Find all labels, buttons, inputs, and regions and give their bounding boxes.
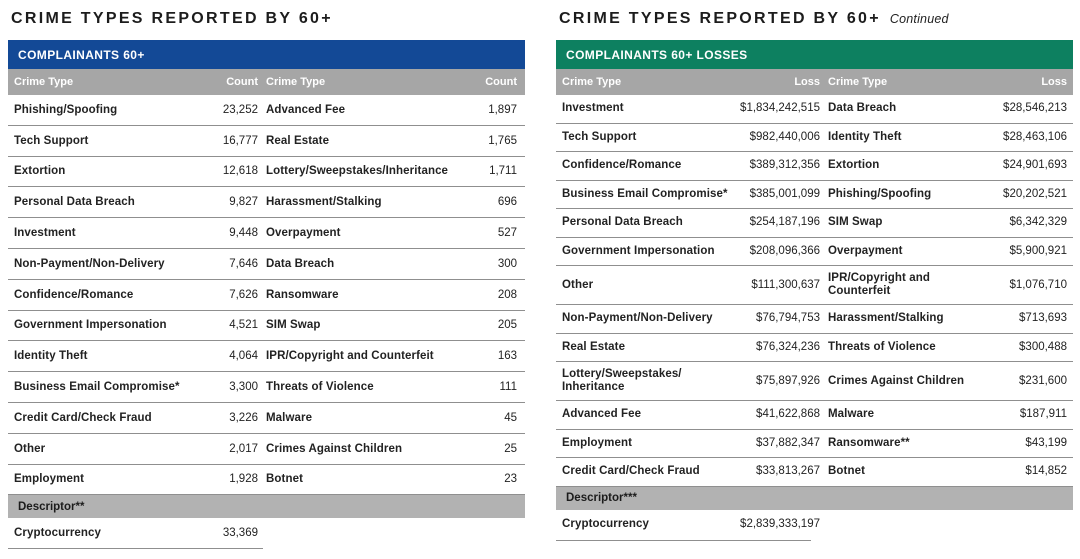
crime-type-cell: Other: [14, 442, 46, 455]
value-cell: 300: [497, 257, 517, 270]
value-cell: 2,017: [229, 442, 258, 455]
value-cell: $43,199: [1025, 436, 1067, 449]
table-row: [556, 124, 1073, 153]
crime-type-cell: SIM Swap: [266, 319, 321, 332]
crime-type-cell: Non-Payment/​Non-Delivery: [14, 257, 165, 270]
crime-type-cell: Overpayment: [266, 227, 341, 240]
crime-type-cell: Government Impersonation: [562, 244, 715, 257]
value-cell: 23: [504, 473, 517, 486]
value-cell: $2,839,333,197: [740, 518, 820, 530]
crime-type-cell: Lottery/​Sweepstakes/​Inheritance: [266, 165, 449, 178]
table-row: [556, 152, 1073, 181]
table-row: [8, 372, 525, 403]
left-column-header: [8, 69, 525, 95]
value-cell: $254,187,196: [749, 216, 820, 229]
crime-type-cell: Ransomware**: [828, 436, 910, 449]
table-row: [556, 305, 1073, 334]
value-cell: $187,911: [1019, 408, 1067, 421]
crime-type-cell: Botnet: [266, 473, 304, 486]
table-end-rule: [556, 540, 811, 541]
value-cell: 7,626: [229, 288, 258, 301]
table-row: [556, 334, 1073, 363]
crime-type-cell: Real Estate: [266, 134, 330, 147]
crime-type-cell: Identity Theft: [14, 350, 88, 363]
value-cell: $28,463,106: [1003, 130, 1067, 143]
crime-type-cell: Harassment/​Stalking: [266, 196, 382, 209]
descriptor-band: [8, 495, 525, 518]
column-header-loss: Loss: [794, 76, 820, 88]
table-row: [8, 465, 525, 496]
table-row: [556, 430, 1073, 459]
crime-type-cell: Employment: [562, 436, 633, 449]
value-cell: 33,369: [222, 527, 258, 540]
crime-type-cell: Confidence/​Romance: [14, 288, 134, 301]
value-cell: 527: [497, 227, 517, 240]
crime-type-cell: Employment: [14, 473, 85, 486]
table-row: [8, 157, 525, 188]
crime-type-cell: Government Impersonation: [14, 319, 167, 332]
right-table-body: [556, 95, 1073, 487]
value-cell: $14,852: [1025, 465, 1067, 478]
crime-type-cell: Tech Support: [14, 134, 89, 147]
table-row: [556, 266, 1073, 305]
crime-type-cell: [828, 519, 986, 531]
table-end-rule: [8, 548, 263, 549]
table-row: [8, 311, 525, 342]
crime-type-cell: Phishing/​Spoofing: [828, 187, 932, 200]
value-cell: 4,521: [229, 319, 258, 332]
crime-type-cell: Personal Data Breach: [14, 196, 135, 209]
crime-type-cell: Malware: [828, 408, 875, 421]
crime-type-cell: Botnet: [828, 465, 866, 478]
crime-type-cell: Tech Support: [562, 130, 637, 143]
value-cell: 25: [504, 442, 517, 455]
crime-type-cell: Credit Card/​Check Fraud: [562, 465, 700, 478]
crime-type-cell: Business Email Compromise*: [562, 187, 728, 200]
crime-type-cell: Extortion: [14, 165, 66, 178]
page-title: CRIME TYPES REPORTED BY 60+: [11, 10, 333, 27]
crime-type-cell: Harassment/​Stalking: [828, 312, 944, 325]
crime-type-cell: Other: [562, 278, 594, 291]
value-cell: $389,312,356: [749, 159, 820, 172]
crime-type-cell: Crimes Against Children: [828, 374, 965, 387]
value-cell: 111: [499, 381, 517, 394]
value-cell: 3,300: [229, 381, 258, 394]
column-header-count: Count: [226, 76, 258, 88]
value-cell: $5,900,921: [1009, 244, 1067, 257]
value-cell: 1,711: [489, 165, 517, 178]
crime-type-cell: Threats of Violence: [266, 381, 374, 394]
descriptor-label: Descriptor***: [566, 492, 637, 504]
crime-type-cell: Data Breach: [828, 102, 897, 115]
column-header-crime-type: Crime Type: [14, 76, 74, 88]
table-row: [8, 218, 525, 249]
table-row: [556, 401, 1073, 430]
value-cell: $231,600: [1019, 374, 1067, 387]
value-cell: $982,440,006: [749, 130, 820, 143]
descriptor-label: Descriptor**: [18, 500, 85, 513]
table-row: [8, 341, 525, 372]
column-header-count: Count: [485, 76, 517, 88]
crime-type-cell: Confidence/​Romance: [562, 159, 682, 172]
table-row: [556, 181, 1073, 210]
value-cell: 4,064: [229, 350, 258, 363]
crime-type-cell: Identity Theft: [828, 130, 902, 143]
table-row: [8, 95, 525, 126]
left-table-body: [8, 95, 525, 495]
table-row: [556, 458, 1073, 487]
column-header-crime-type: Crime Type: [266, 76, 326, 88]
table-row: [8, 187, 525, 218]
crime-type-cell: Credit Card/​Check Fraud: [14, 411, 152, 424]
value-cell: 1,765: [488, 134, 517, 147]
crime-type-cell: Malware: [266, 411, 313, 424]
right-title-line: [559, 10, 1073, 29]
value-cell: 1,897: [488, 103, 517, 116]
crime-type-cell: Advanced Fee: [562, 408, 642, 421]
value-cell: $1,834,242,515: [740, 102, 820, 115]
complainants-banner-label: COMPLAINANTS 60+: [18, 47, 145, 62]
left-descriptor-rows: [8, 518, 525, 548]
crime-type-cell: Investment: [562, 102, 624, 115]
column-header-crime-type: Crime Type: [562, 76, 622, 88]
complainants-table-panel: [8, 8, 525, 549]
table-row: [556, 238, 1073, 267]
crime-type-cell: SIM Swap: [828, 216, 883, 229]
value-cell: $37,882,347: [756, 436, 820, 449]
column-header-loss: Loss: [1041, 76, 1067, 88]
crime-type-cell: Real Estate: [562, 340, 626, 353]
crime-type-cell: Non-Payment/​Non-Delivery: [562, 312, 713, 325]
value-cell: 7,646: [229, 257, 258, 270]
crime-type-cell: Ransomware: [266, 288, 339, 301]
complainants-banner: [8, 40, 525, 69]
left-title-line: [11, 10, 525, 29]
losses-table-panel: [556, 8, 1073, 549]
table-row: [8, 518, 525, 548]
descriptor-band: [556, 487, 1073, 510]
value-cell: $41,622,868: [756, 408, 820, 421]
table-row: [8, 403, 525, 434]
crime-type-cell: Phishing/​Spoofing: [14, 103, 118, 116]
value-cell: 696: [497, 196, 517, 209]
crime-type-cell: Data Breach: [266, 257, 335, 270]
value-cell: 23,252: [222, 103, 258, 116]
value-cell: 1,928: [229, 473, 258, 486]
crime-type-cell: Personal Data Breach: [562, 216, 683, 229]
crime-type-cell: Business Email Compromise*: [14, 381, 180, 394]
right-column-header: [556, 69, 1073, 95]
crime-type-cell: Crimes Against Children: [266, 442, 403, 455]
value-cell: 45: [504, 411, 517, 424]
value-cell: 208: [497, 288, 517, 301]
value-cell: $33,813,267: [756, 465, 820, 478]
column-header-crime-type: Crime Type: [828, 76, 888, 88]
table-row: [8, 126, 525, 157]
crime-type-cell: Lottery/​Sweepstakes/​Inheritance: [562, 368, 682, 393]
value-cell: 12,618: [222, 165, 258, 178]
right-descriptor-rows: [556, 510, 1073, 540]
crime-type-cell: Cryptocurrency: [562, 518, 650, 530]
value-cell: [994, 519, 1067, 531]
table-row: [8, 280, 525, 311]
crime-type-cell: Advanced Fee: [266, 103, 346, 116]
table-row: [8, 249, 525, 280]
table-row: [556, 209, 1073, 238]
crime-type-cell: IPR/​Copyright and Counterfeit: [266, 350, 434, 363]
value-cell: $713,693: [1019, 312, 1067, 325]
crime-type-cell: IPR/​Copyright and Counterfeit: [828, 272, 931, 297]
table-row: [8, 434, 525, 465]
value-cell: $20,202,521: [1003, 187, 1067, 200]
value-cell: $111,300,637: [751, 278, 820, 291]
value-cell: 9,448: [229, 227, 258, 240]
value-cell: $6,342,329: [1009, 216, 1067, 229]
table-row: [556, 95, 1073, 124]
crime-type-cell: Overpayment: [828, 244, 903, 257]
value-cell: $300,488: [1019, 340, 1067, 353]
value-cell: 163: [497, 350, 517, 363]
table-row: [556, 510, 1073, 540]
page-title: CRIME TYPES REPORTED BY 60+: [559, 10, 881, 27]
crime-type-cell: Cryptocurrency: [14, 527, 102, 540]
crime-type-cell: Investment: [14, 227, 76, 240]
losses-banner: [556, 40, 1073, 69]
value-cell: $76,794,753: [756, 312, 820, 325]
value-cell: $76,324,236: [756, 340, 820, 353]
crime-type-cell: Threats of Violence: [828, 340, 936, 353]
value-cell: $385,001,099: [749, 187, 820, 200]
value-cell: $28,546,213: [1003, 102, 1067, 115]
page-title-continued: Continued: [889, 12, 949, 26]
value-cell: 9,827: [229, 196, 258, 209]
value-cell: $208,096,366: [749, 244, 820, 257]
value-cell: $75,897,926: [756, 374, 820, 387]
losses-banner-label: COMPLAINANTS 60+ LOSSES: [566, 47, 748, 62]
value-cell: 16,777: [222, 134, 258, 147]
value-cell: 205: [497, 319, 517, 332]
value-cell: 3,226: [229, 411, 258, 424]
value-cell: $24,901,693: [1003, 159, 1067, 172]
crime-type-cell: Extortion: [828, 159, 880, 172]
value-cell: $1,076,710: [1009, 278, 1067, 291]
table-row: [556, 362, 1073, 401]
